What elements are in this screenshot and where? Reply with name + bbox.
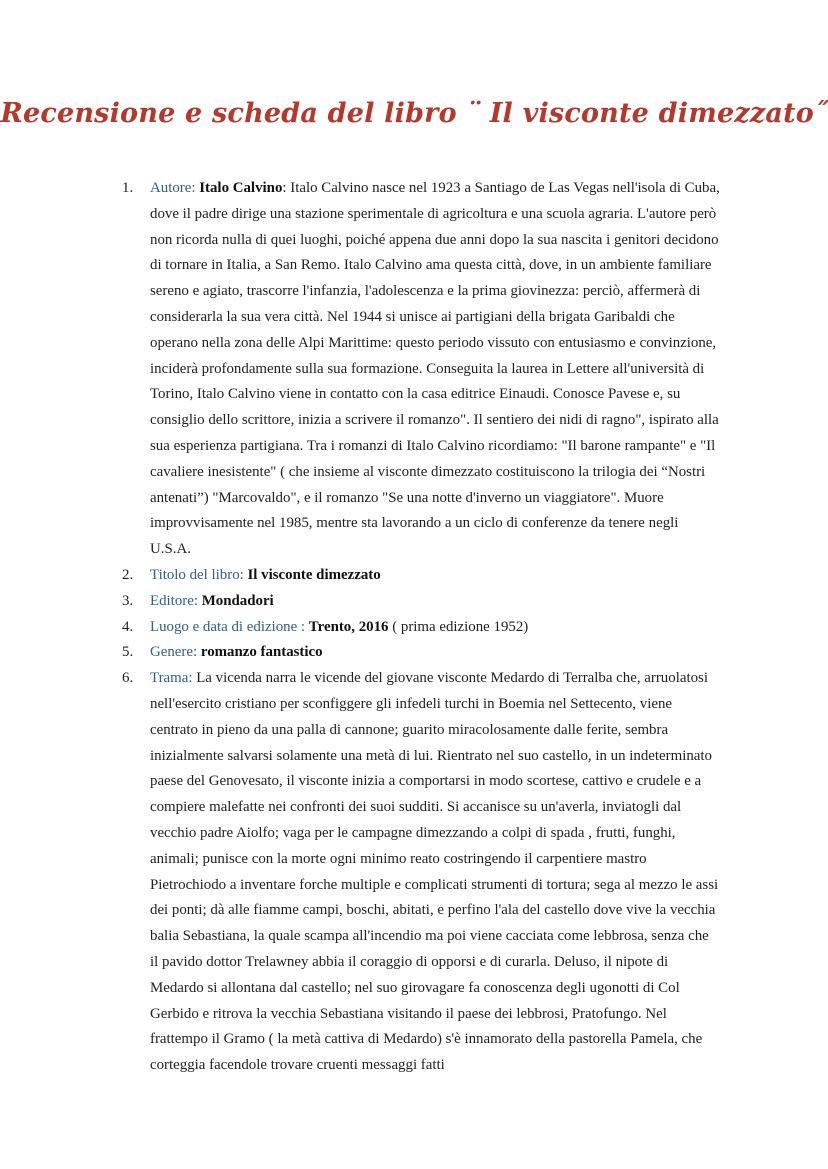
item-number: 6. [122,670,134,687]
item-value: Il visconte dimezzato [247,566,381,583]
list-item-edition [110,615,720,641]
item-number: 5. [122,644,134,661]
item-number: 2. [122,566,134,583]
item-number: 3. [122,592,134,609]
list-item-publisher [110,589,720,615]
item-label: Luogo e data di edizione : [150,618,306,635]
item-value: Trento, 2016 [308,618,389,635]
item-value: Italo Calvino [199,180,283,196]
item-value: romanzo fantastico [200,644,323,661]
list-item-author [110,176,720,563]
item-text: : Italo Calvino nasce nel 1923 a Santiago de Las Vegas nell'isola di Cuba, dove il padre dirige una stazione sperimentale di agricoltura e una scuola agraria. L'autore però non ricorda nulla di quei luoghi, poiché appena due anni dopo la sua nascita i genitori decidono di tornare in Italia, a San Remo. Italo Calvino ama questa città, dove, in un ambiente familiare sereno e agiato, trascorre l'infanzia, l'adolescenza e la prima giovinezza: perciò, affermerà di considerarla la sua vera città. Nel 1944 si unisce ai partigiani della brigata Garibaldi che operano nella zona delle Alpi Marittime: questo periodo vissuto con entusiasmo e convinzione, inciderà profondamente sulla sua formazione. Conseguita la laurea in Lettere all'università di Torino, Italo Calvino viene in contatto con la casa editrice Einaudi. Conosce Pavese e, su consiglio dello scrittore, inizia a scrivere il romanzo". Il sentiero dei nidi di ragno", ispirato alla sua esperienza partigiana. Tra i romanzi di Italo Calvino ricordiamo: "Il barone rampante" e "Il cavaliere inesistente" ( che insieme al visconte dimezzato costituiscono la trilogia dei “Nostri antenati”) "Marcovaldo", e il romanzo "Se una notte d'inverno un viaggiatore". Muore improvvisamente nel 1985, mentre sta lavorando a un ciclo di conferenze da tenere negli U.S.A. [150,180,720,558]
list-item-title [110,563,720,589]
item-text: La vicenda narra le vicende del giovane visconte Medardo di Terralba che, arruolatosi nell'esercito cristiano per sconfiggere gli infedeli turchi in Boemia nel Settecento, viene centrato in pieno da una palla di cannone; guarito miracolosamente dalle ferite, sembra inizialmente salvarsi solamente una metà di lui. Rientrato nel suo castello, in un indeterminato paese del Genovesato, il visconte inizia a comportarsi in modo scortese, cattivo e crudele e a compiere malefatte nei confronti dei suoi sudditi. Si accanisce su un'averla, inviatogli dal vecchio padre Aiolfo; vaga per le campagne dimezzando a colpi di spada , frutti, funghi, animali; punisce con la morte ogni minimo reato costringendo il carpentiere mastro Pietrochiodo a inventare forche multiple e complicati strumenti di tortura; sega al mezzo le assi dei ponti; dà alle fiamme campi, boschi, abitati, e perfino l'ala del castello dove vive la vecchia balia Sebastiana, la quale scampa all'incendio ma poi viene cacciata come lebbrosa, senza che il pavido dottor Trelawney abbia il coraggio di opporsi e di curarla. Deluso, il nipote di Medardo si allontana dal castello; nel suo girovagare fa conoscenza degli ugonotti di Col Gerbido e ritrova la vecchia Sebastiana visitando il paese dei lebbrosi, Pratofungo. Nel frattempo il Gramo ( la metà cattiva di Medardo) s'è innamorato della pastorella Pamela, che corteggia facendole trovare cruenti messaggi fatti [150,670,719,1074]
item-number: 4. [122,618,134,635]
item-text: ( prima edizione 1952) [388,618,529,635]
item-value: Mondadori [201,592,274,609]
item-label: Titolo del libro: [150,566,244,583]
item-label: Genere: [150,644,198,661]
list-item-genre [110,640,720,666]
item-label: Trama: [150,670,193,687]
item-label: Editore: [150,592,198,609]
item-label: Autore: [150,180,196,196]
document-title: Recensione e scheda del libro ¨ Il visconte dimezzato˝ [0,98,828,129]
item-number: 1. [122,180,134,196]
info-list [110,176,720,1079]
list-item-plot [110,666,720,1079]
